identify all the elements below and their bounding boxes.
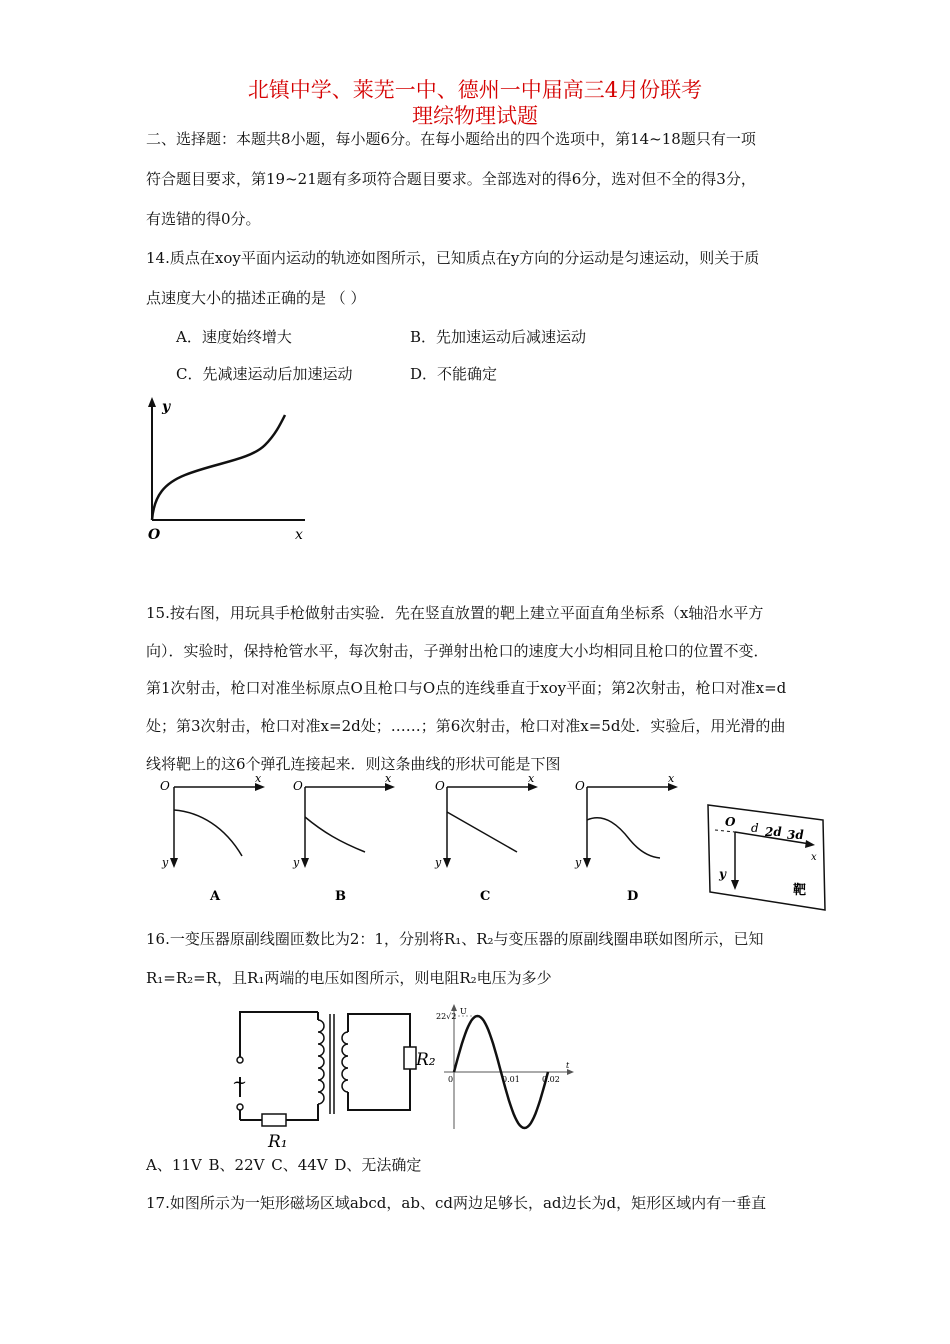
- q16-voltage-graph: [430, 1004, 580, 1134]
- q15-d-y: y: [575, 856, 582, 869]
- q15-b-origin: O: [293, 779, 303, 793]
- q16-u-label: U: [460, 1007, 467, 1016]
- q14-option-c: C．先减速运动后加速运动: [176, 365, 353, 383]
- q15-d-label: D: [627, 889, 639, 904]
- q14-trajectory-figure: [140, 395, 310, 545]
- exam-subtitle: 理综物理试题: [412, 104, 538, 128]
- q17-line-1: 17.如图所示为一矩形磁场区域abcd，ab、cd两边足够长，ad边长为d，矩形区域内有一垂直: [146, 1194, 767, 1212]
- q15-a-y: y: [162, 856, 169, 869]
- q15-target-y: y: [719, 867, 726, 881]
- q16-circuit-figure: [230, 1002, 436, 1152]
- q15-target-d: d: [751, 821, 759, 835]
- q15-line-2: 向）．实验时，保持枪管水平，每次射击，子弹射出枪口的速度大小均相同且枪口的位置不变．: [146, 642, 769, 660]
- q14-x-label: x: [295, 527, 303, 543]
- q16-zero-label: 0: [448, 1075, 454, 1084]
- q15-b-label: B: [335, 889, 346, 904]
- q15-c-y: y: [435, 856, 442, 869]
- q16-r1-label: R₁: [268, 1132, 288, 1152]
- q15-line-4: 处；第3次射击，枪口对准x=2d处；……；第6次射击，枪口对准x=5d处．实验后，用光滑的曲: [146, 717, 786, 735]
- q15-target-label: 靶: [793, 883, 807, 898]
- section-intro-line-3: 有选错的得0分。: [146, 210, 261, 228]
- q15-figure-c: [425, 772, 545, 912]
- q15-a-label: A: [210, 889, 221, 904]
- q15-d-origin: O: [575, 779, 585, 793]
- q15-a-x: x: [255, 772, 262, 785]
- q16-t2-label: 0.02: [542, 1075, 560, 1084]
- q16-line-1: 16.一变压器原副线圈匝数比为2：1，分别将R₁、R₂与变压器的原副线圈串联如图所示，已知: [146, 930, 764, 948]
- q14-option-b: B．先加速运动后减速运动: [410, 328, 587, 346]
- q14-option-d: D．不能确定: [410, 365, 498, 383]
- exam-title: 北镇中学、莱芜一中、德州一中届高三4月份联考: [247, 78, 703, 102]
- q15-figure-b: [285, 772, 405, 912]
- q15-line-5: 线将靶上的这6个弹孔连接起来．则这条曲线的形状可能是下图: [146, 755, 561, 773]
- q14-origin-label: O: [148, 527, 161, 543]
- q15-b-y: y: [293, 856, 300, 869]
- q15-c-origin: O: [435, 779, 445, 793]
- q15-target-3d: 3d: [787, 828, 804, 842]
- q14-line-1: 14.质点在xoy平面内运动的轨迹如图所示，已知质点在y方向的分运动是匀速运动，则关于质: [146, 249, 760, 267]
- q15-figure-a: [150, 772, 270, 912]
- q15-target-figure: [705, 802, 830, 912]
- q15-a-origin: O: [160, 779, 170, 793]
- q16-t-label: t: [566, 1061, 570, 1070]
- q15-c-label: C: [480, 889, 491, 904]
- q16-t1-label: 0.01: [502, 1075, 520, 1084]
- q16-r2-label: R₂: [416, 1050, 436, 1070]
- q16-peak-label: 22√2: [436, 1012, 457, 1021]
- q16-ac-source: ~: [232, 1072, 248, 1093]
- section-intro-line-2: 符合题目要求，第19~21题有多项符合题目要求。全部选对的得6分，选对但不全的得3分，: [146, 170, 756, 188]
- q15-c-x: x: [528, 772, 535, 785]
- q15-line-1: 15.按右图，用玩具手枪做射击实验．先在竖直放置的靶上建立平面直角坐标系（x轴沿水平方: [146, 604, 764, 622]
- q15-figure-d: [565, 772, 685, 912]
- section-intro-line-1: 二、选择题：本题共8小题，每小题6分。在每小题给出的四个选项中，第14~18题只有一项: [146, 130, 756, 148]
- q14-option-a: A．速度始终增大: [176, 328, 292, 346]
- q15-target-x: x: [811, 852, 817, 863]
- q16-line-2: R₁=R₂=R，且R₁两端的电压如图所示，则电阻R₂电压为多少: [146, 969, 552, 987]
- q16-options: A、11V B、22V C、44V D、无法确定: [146, 1156, 422, 1174]
- q15-d-x: x: [668, 772, 675, 785]
- q14-line-2: 点速度大小的描述正确的是 （ ）: [146, 289, 366, 307]
- q15-b-x: x: [385, 772, 392, 785]
- q14-y-label: y: [162, 399, 171, 415]
- q15-target-origin: O: [725, 815, 736, 829]
- q15-line-3: 第1次射击，枪口对准坐标原点O且枪口与O点的连线垂直于xoy平面；第2次射击，枪口对准x=d: [146, 679, 787, 697]
- q15-target-2d: 2d: [765, 825, 782, 839]
